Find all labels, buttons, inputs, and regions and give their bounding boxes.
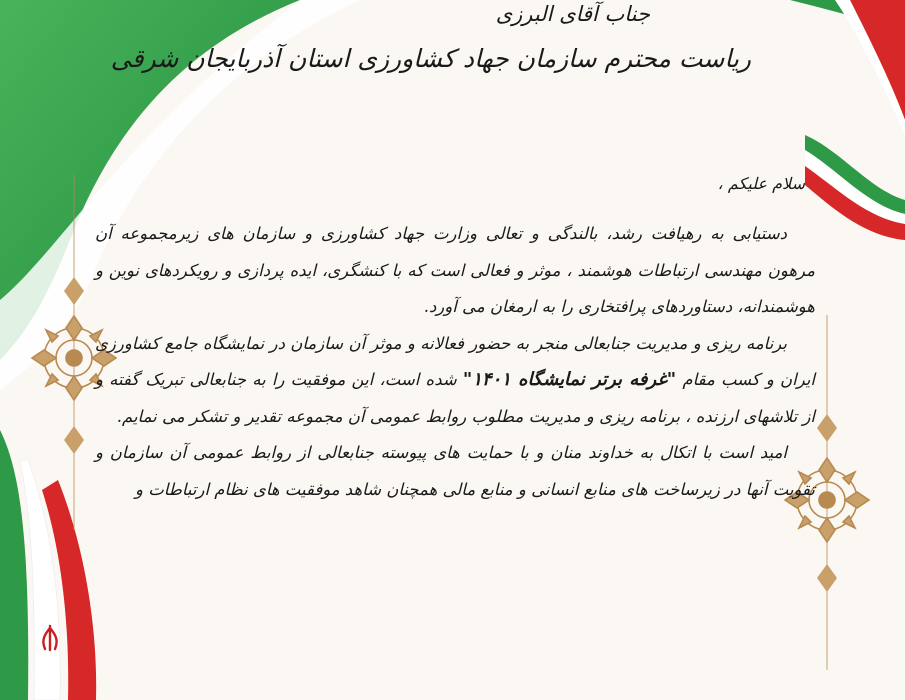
greeting: سلام علیکم ،: [717, 174, 805, 193]
paragraph-2: [95, 326, 815, 436]
letter-body: [95, 216, 815, 508]
paragraph-3: امید است با اتکال به خداوند منان و با حمایت های پیوسته جنابعالی از روابط عمومی آن سازمان و تقویت آنها در زیرساخت های منابع انسانی و منابع مالی همچنان شاهد موفقیت های نظام ارتباطات و: [95, 443, 815, 499]
recipient-title: ریاست محترم سازمان جهاد کشاورزی استان آذربایجان شرقی: [110, 44, 751, 73]
small-ornament-icon: [64, 426, 84, 454]
small-ornament-icon: [817, 414, 837, 442]
paragraph-2-after: شده است، این موفقیت را به جنابعالی تبریک گفته و از تلاشهای ارزنده ، برنامه ریزی و مدیریت مطلوب روابط عمومی آن مجموعه تقدیر و تشکر می نمایم.: [95, 370, 815, 426]
recipient-name: جناب آقای البرزی: [495, 2, 650, 26]
paragraph-2-before: برنامه ریزی و مدیریت جنابعالی منجر به حضور فعالانه و موثر آن سازمان در نمایشگاه جامع کشاورزی ایران و کسب مقام: [95, 333, 816, 389]
small-ornament-icon: [817, 564, 837, 592]
letter-content: [95, 0, 815, 700]
paragraph-1: دستیابی به رهیافت رشد، بالندگی و تعالی وزارت جهاد کشاورزی و سازمان های زیرمجموعه آن مرهون مهندسی ارتباطات هوشمند ، موثر و فعالی است که با کنشگری، ایده پردازی و رویکردهای نوین و هوشمندانه، دستاوردهای پرافتخاری را به ارمغان می آورد.: [95, 224, 815, 316]
award-title: "غرفه برتر نمایشگاه ۱۴۰۱": [462, 369, 677, 390]
